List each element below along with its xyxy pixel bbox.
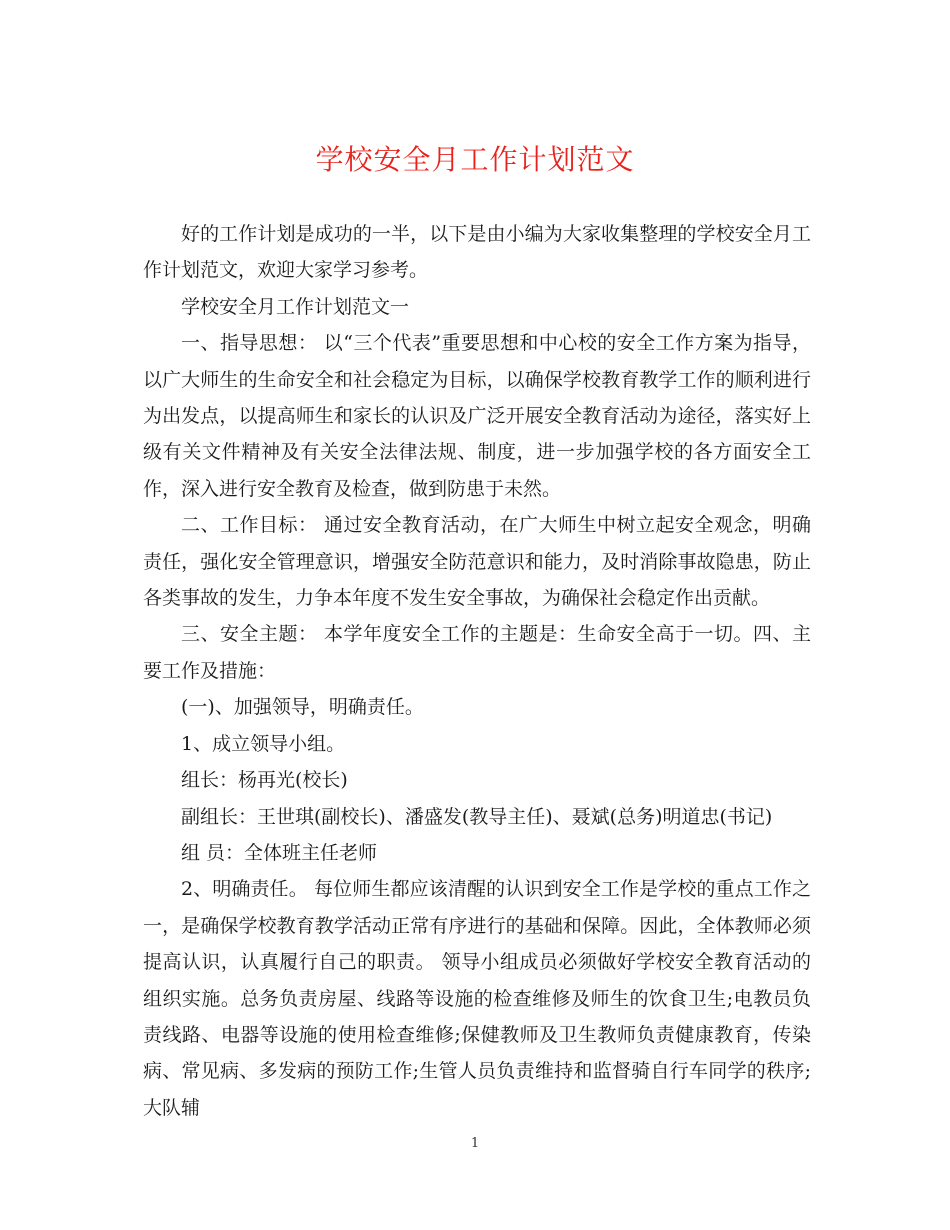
paragraph-section-heading: 学校安全月工作计划范文一 [181,295,410,318]
paragraph-group-leader: 组长：杨再光(校长) [181,769,348,792]
document-body [143,216,811,1126]
document-title: 学校安全月工作计划范文 [315,143,635,176]
paragraph-intro: 好的工作计划是成功的一半，以下是由小编为大家收集整理的学校安全月工作计划范文，欢迎大家学习参考。 [143,223,811,282]
paragraph-deputy-leaders: 副组长：王世琪(副校长)、潘盛发(教导主任)、聂斌(总务)明道忠(书记) [181,805,773,828]
page-number: 1 [470,1136,480,1151]
paragraph-strengthen-leadership: (一)、加强领导，明确责任。 [181,696,424,719]
paragraph-work-goal: 二、工作目标： 通过安全教育活动，在广大师生中树立起安全观念，明确责任，强化安全管理意识，增强安全防范意识和能力，及时消除事故隐患，防止各类事故的发生，力争本年度不发生安全事故，为确保社会稳定作出贡献。 [143,514,811,610]
paragraph-form-group: 1、成立领导小组。 [181,732,346,755]
paragraph-clarify-duties: 2、明确责任。 每位师生都应该清醒的认识到安全工作是学校的重点工作之一，是确保学校教育教学活动正常有序进行的基础和保障。因此，全体教师必须提高认识，认真履行自己的职责。 领导小组成员必须做好学校安全教育活动的组织实施。总务负责房屋、线路等设施的检查维修及师生的饮食卫生;电教员负责线路、电器等设施的使用检查维修;保健教师及卫生教师负责健康教育，传染病、常见病、多发病的预防工作;生管人员负责维持和监督骑自行车同学的秩序;大队辅 [143,878,811,1119]
paragraph-group-members: 组 员：全体班主任老师 [181,841,378,864]
paragraph-safety-theme: 三、安全主题： 本学年度安全工作的主题是：生命安全高于一切。四、主要工作及措施： [143,623,811,682]
paragraph-guiding-thought: 一、指导思想： 以“三个代表”重要思想和中心校的安全工作方案为指导，以广大师生的生命安全和社会稳定为目标，以确保学校教育教学工作的顺利进行为出发点，以提高师生和家长的认识及广泛开展安全教育活动为途径，落实好上级有关文件精神及有关安全法律法规、制度，进一步加强学校的各方面安全工作，深入进行安全教育及检查，做到防患于未然。 [143,332,811,500]
